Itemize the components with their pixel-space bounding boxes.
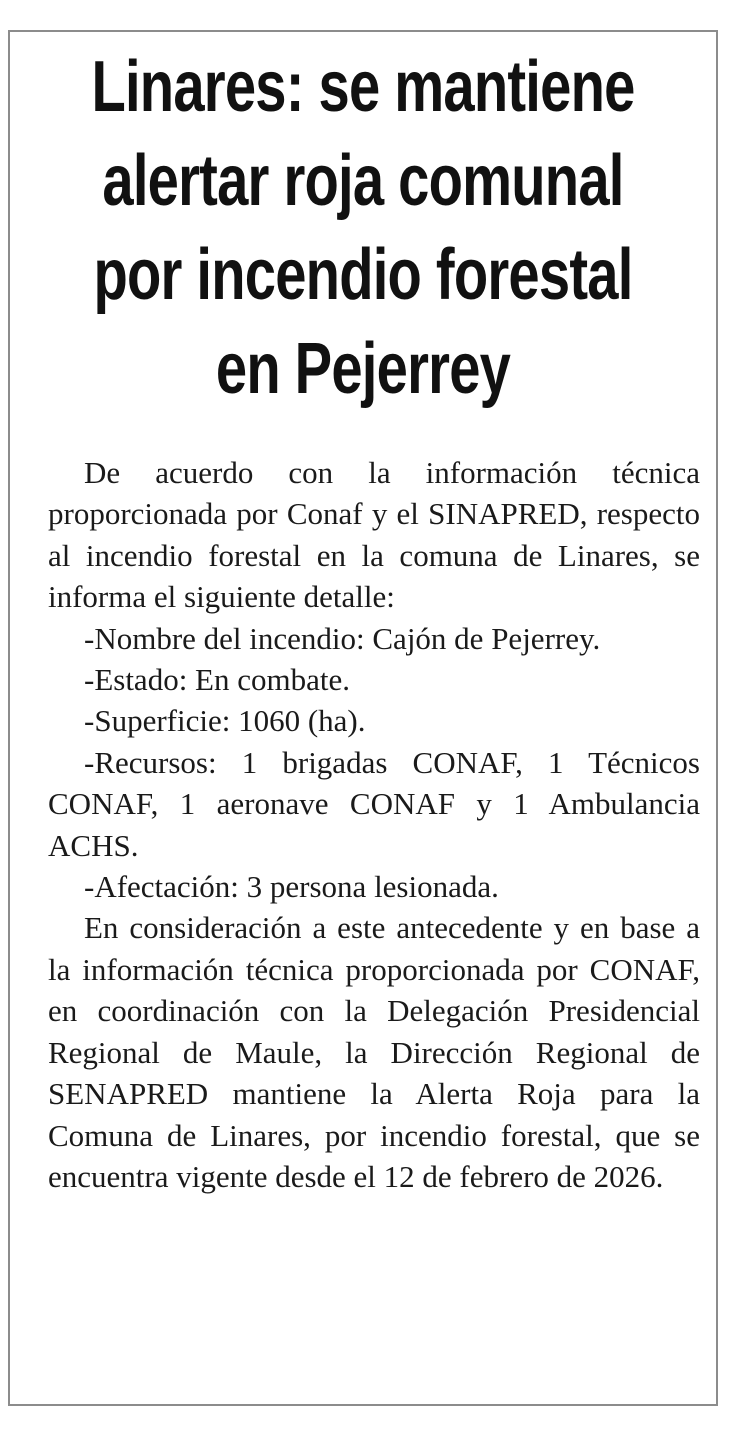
headline-line: por incendio forestal: [93, 235, 633, 315]
detail-resources: -Recursos: 1 brigadas CONAF, 1 Técnicos CONAF, 1 aeronave CONAF y 1 Ambulancia ACHS.: [48, 744, 700, 863]
detail-affected: -Afectación: 3 persona lesionada.: [84, 869, 499, 905]
paragraph-intro: De acuerdo con la información técnica proporcionada por Conaf y el SINAPRED, respecto al incendio forestal en la comuna de Linares, se informa el siguiente detalle:: [48, 455, 700, 615]
headline-line: alertar roja comunal: [102, 141, 624, 221]
detail-area: -Superficie: 1060 (ha).: [84, 703, 366, 739]
detail-fire-name: -Nombre del incendio: Cajón de Pejerrey.: [84, 620, 601, 656]
headline-line: en Pejerrey: [215, 329, 511, 409]
article-frame: [8, 30, 718, 1406]
headline: [88, 40, 639, 416]
paragraph-conclusion: En consideración a este antecedente y en base a la información técnica proporcionada por CONAF, en coordinación con la Delegación Presidencial Regional de Maule, la Dirección Regional de SENAPRED mantiene la Alerta Roja para la Comuna de Linares, por incendio forestal, que se encuentra vigente desde el 12 de febrero de 2026.: [48, 910, 700, 1194]
article-body: [48, 452, 700, 1197]
detail-status: -Estado: En combate.: [84, 662, 350, 698]
headline-line: Linares: se mantiene: [91, 47, 635, 127]
